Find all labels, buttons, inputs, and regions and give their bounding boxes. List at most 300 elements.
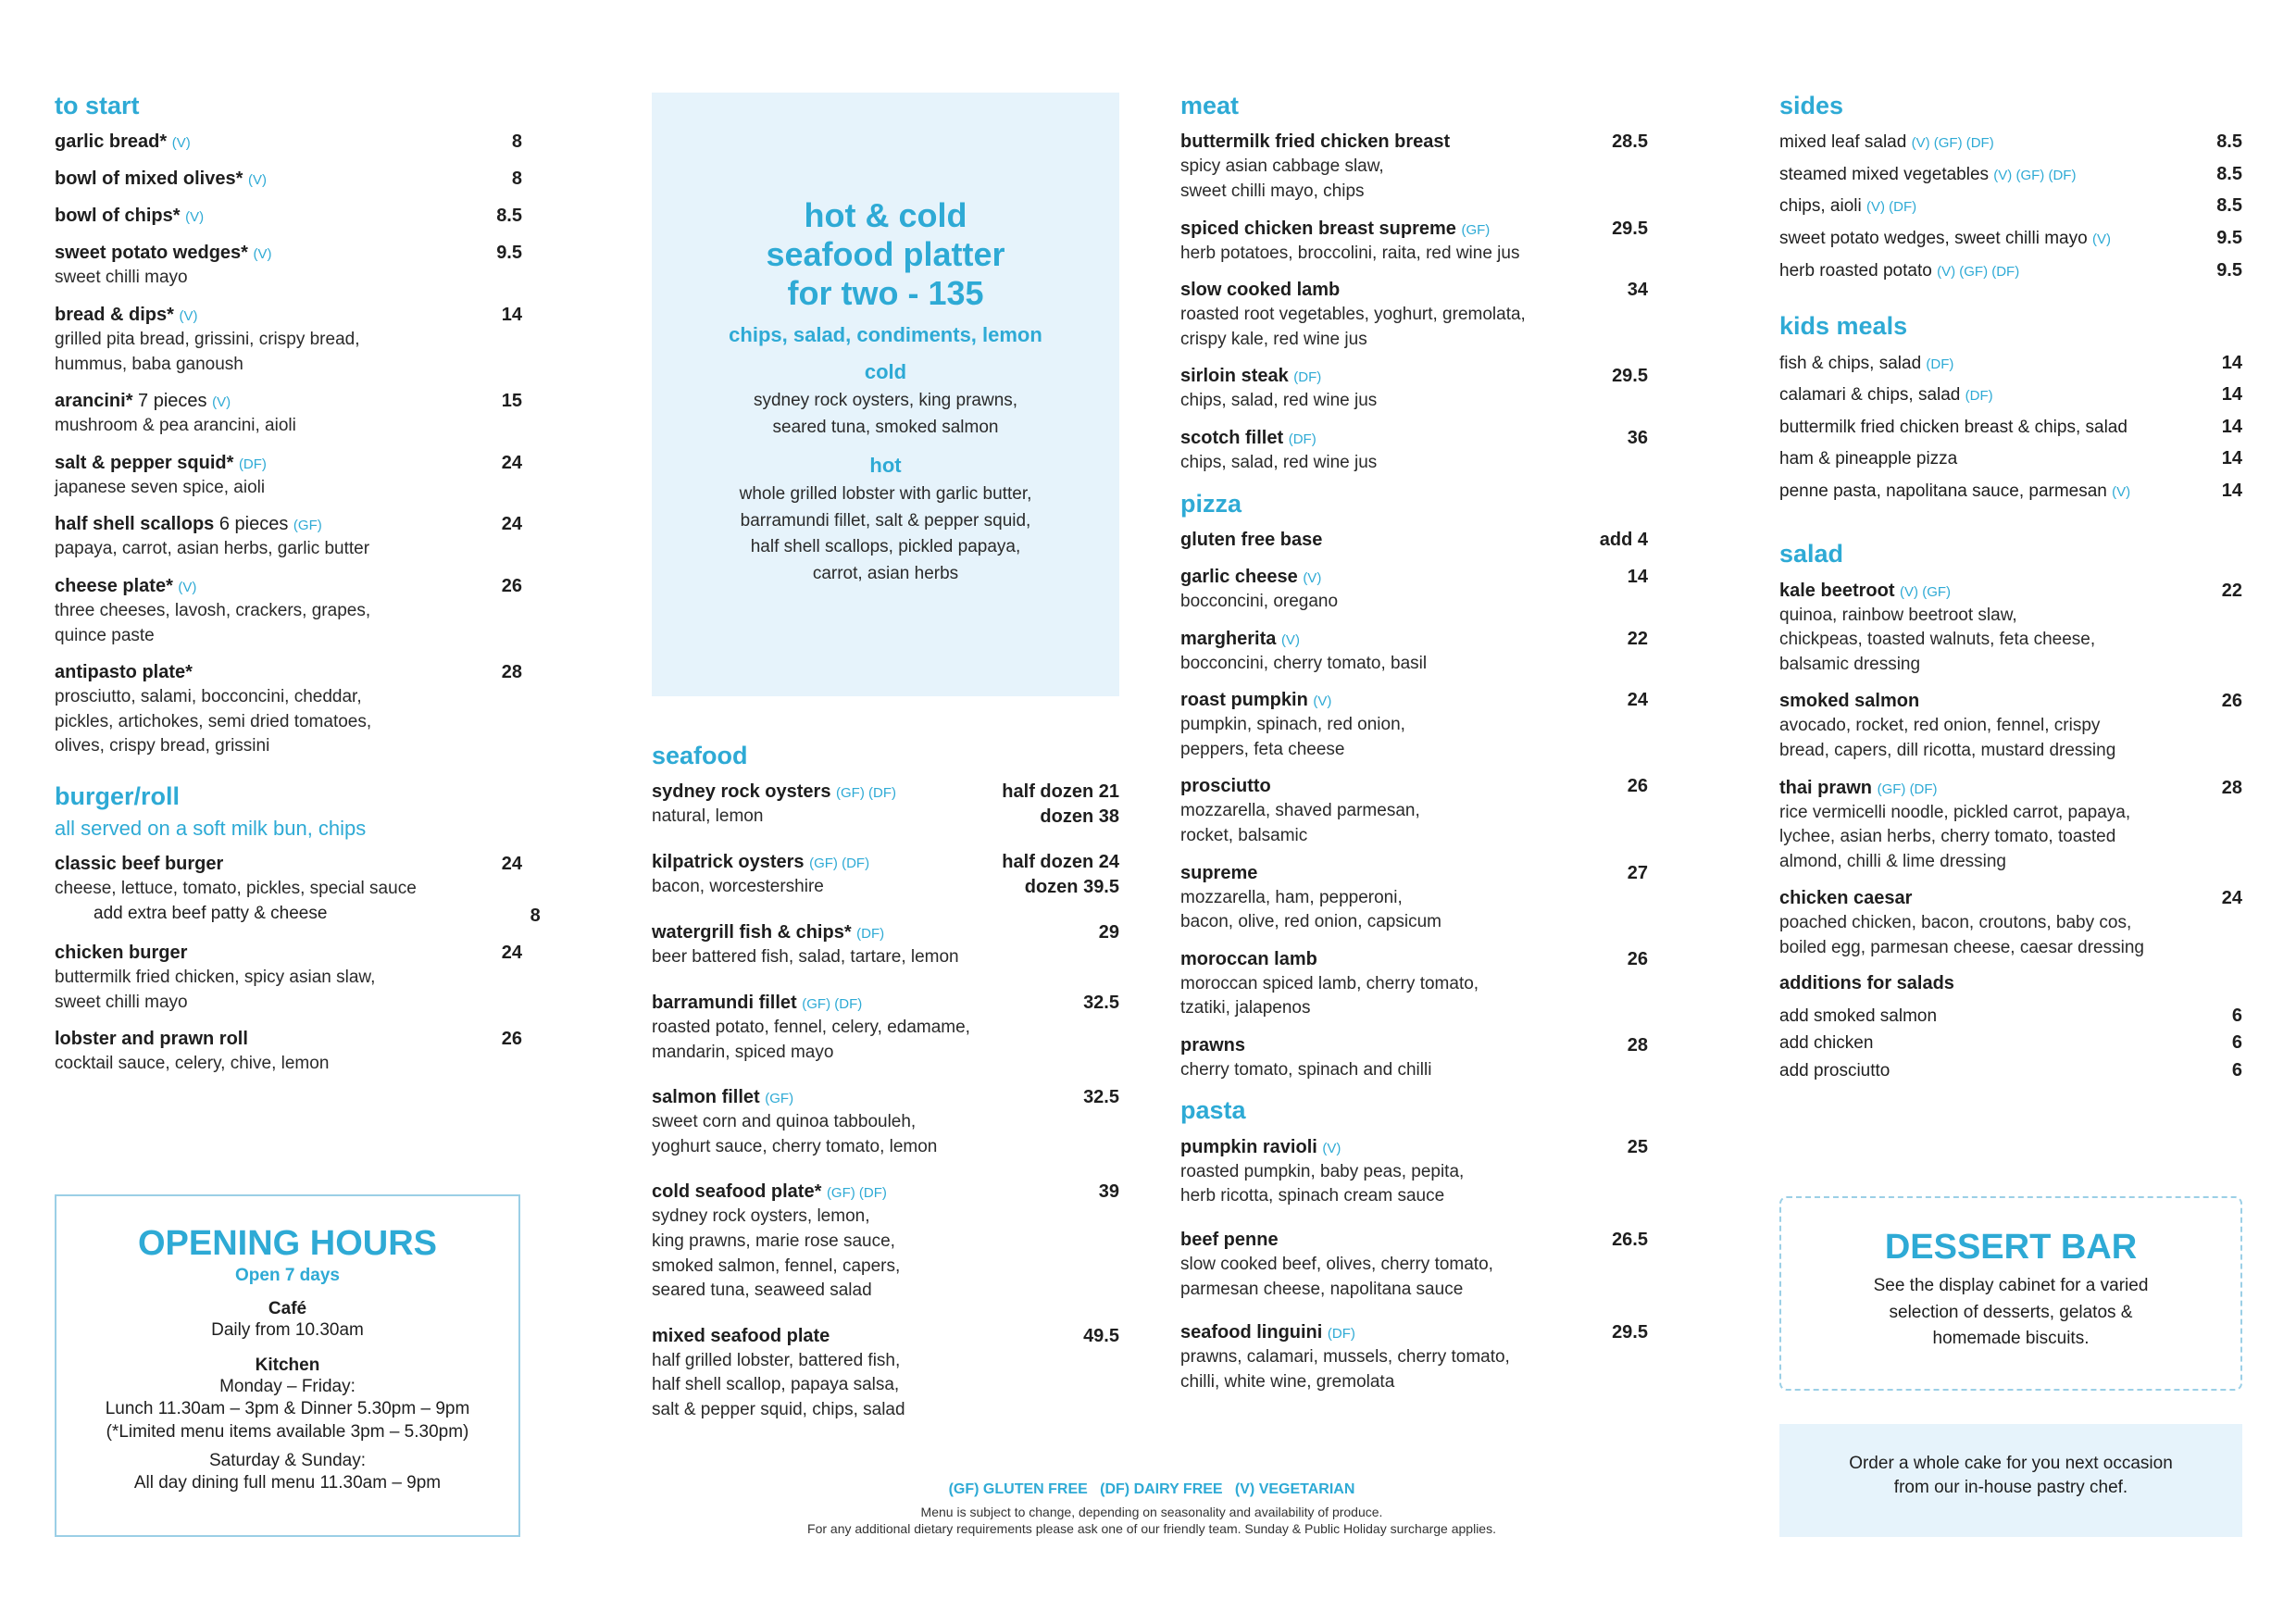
item-text — [1779, 130, 1994, 156]
item-text — [1180, 217, 1612, 267]
item-text — [652, 850, 1002, 900]
item-desc: bacon, worcestershire — [652, 877, 824, 897]
item-name — [1180, 278, 1628, 303]
item-text — [55, 241, 496, 291]
menu-item — [1180, 565, 1648, 615]
item-price: 26 — [1627, 948, 1648, 969]
diet-tag: (V) — [247, 172, 267, 189]
menu-item — [652, 1324, 1119, 1423]
menu-item — [1779, 130, 2242, 156]
item-price: 27 — [1627, 862, 1648, 883]
item-price: 8.5 — [2216, 163, 2242, 184]
platter-title-line: seafood platter — [766, 234, 1005, 273]
item-desc: quinoa, rainbow beetroot slaw, chickpeas, toasted walnuts, feta cheese, balsamic dressing — [1779, 605, 2096, 674]
menu-item — [1779, 382, 2242, 408]
item-price: 34 — [1627, 280, 1648, 301]
item-price: 28 — [1627, 1034, 1648, 1056]
gf-label: gluten free base — [1180, 529, 1323, 550]
diet-tag: (V) — [1280, 631, 1300, 648]
item-desc: roasted root vegetables, yoghurt, gremolata, crispy kale, red wine jus — [1180, 305, 1526, 349]
item-name-text: add prosciutto — [1779, 1060, 1890, 1081]
item-name — [1180, 947, 1628, 972]
item-text — [652, 920, 1099, 970]
item-price: 24 — [2221, 888, 2242, 909]
item-portion: 7 pieces — [132, 391, 207, 412]
item-name-text: ham & pineapple pizza — [1779, 449, 1958, 469]
item-name-text: arancini* — [55, 391, 133, 412]
item-price: 32.5 — [1083, 1087, 1119, 1108]
diet-tag: (DF) — [1288, 431, 1316, 447]
diet-tag: (GF) (DF) — [802, 995, 863, 1012]
menu-item — [55, 1027, 522, 1077]
item-text — [1180, 1033, 1628, 1083]
item-text — [1180, 688, 1628, 762]
item-name — [1180, 1033, 1628, 1058]
diet-tag: (GF) (DF) — [836, 785, 896, 802]
weekend-hours: All day dining full menu 11.30am – 9pm — [133, 1473, 442, 1493]
item-price: 8.5 — [496, 206, 522, 227]
item-price: 8.5 — [2216, 195, 2242, 217]
item-name-text: thai prawn — [1779, 777, 1873, 798]
item-name-text: salt & pepper squid* — [55, 452, 234, 473]
gf-price: add 4 — [1599, 529, 1648, 550]
item-price: 8 — [511, 131, 522, 153]
item-name-text: buttermilk fried chicken breast & chips, salad — [1779, 417, 2128, 437]
item-price: 24 — [501, 854, 522, 875]
kids-list — [1779, 351, 2242, 505]
item-price: 29.5 — [1612, 366, 1648, 387]
dessert-title: DESSERT BAR — [1884, 1228, 2138, 1267]
item-name — [1180, 364, 1612, 389]
menu-item — [1180, 1228, 1648, 1302]
menu-item — [55, 574, 522, 648]
item-price: 24 — [1627, 690, 1648, 711]
diet-tag: (DF) — [1965, 388, 1993, 405]
column-3 — [1180, 91, 1648, 1413]
item-name — [1779, 579, 2222, 604]
item-desc: sweet corn and quinoa tabbouleh, yoghurt sauce, cherry tomato, lemon — [652, 1112, 938, 1156]
item-name — [1180, 217, 1612, 242]
item-name — [55, 167, 512, 192]
column-2-seafood — [652, 741, 1119, 1443]
item-text — [55, 1027, 502, 1077]
gluten-free-base — [1180, 528, 1648, 553]
menu-item — [55, 303, 522, 377]
diet-tag: (V) — [2112, 483, 2131, 500]
section-title-to-start: to start — [55, 92, 140, 119]
addition-item — [1779, 1031, 2242, 1056]
item-name — [652, 1324, 1083, 1349]
menu-item — [55, 660, 522, 759]
menu-item — [55, 451, 522, 501]
item-desc: chips, salad, red wine jus — [1180, 452, 1378, 472]
item-desc: beer battered fish, salad, tartare, lemon — [652, 947, 959, 968]
item-name-text: buttermilk fried chicken breast — [1180, 131, 1451, 153]
item-text — [55, 167, 512, 192]
cafe-label: Café — [268, 1299, 307, 1318]
menu-item — [1180, 217, 1648, 267]
item-name-text: chicken burger — [55, 942, 188, 963]
pasta-list — [1180, 1135, 1648, 1395]
item-price: 26 — [1627, 776, 1648, 797]
item-name-text: penne pasta, napolitana sauce, parmesan — [1779, 481, 2107, 501]
diet-tag: (DF) — [238, 456, 267, 472]
section-title-meat: meat — [1180, 92, 1240, 119]
item-name — [55, 941, 502, 966]
item-price: 26 — [501, 1029, 522, 1050]
item-name — [1180, 1320, 1612, 1345]
item-price: 14 — [1627, 566, 1648, 587]
diet-tag: (V) — [253, 246, 272, 263]
item-text — [652, 1085, 1083, 1159]
item-desc: avocado, rocket, red onion, fennel, crispy bread, capers, dill ricotta, mustard dressing — [1779, 716, 2116, 761]
item-text — [55, 204, 496, 229]
item-name-text: fish & chips, salad — [1779, 353, 1922, 373]
legend-note-2: For any additional dietary requirements please ask one of our friendly team. Sunday & Public Holiday surcharge applies. — [807, 1521, 1496, 1537]
item-text — [55, 941, 502, 1015]
item-name — [1180, 688, 1628, 713]
item-text — [1779, 776, 2222, 875]
item-name-text: mixed seafood plate — [652, 1325, 830, 1346]
item-name-text: bread & dips* — [55, 304, 174, 325]
item-price: 39 — [1098, 1181, 1119, 1203]
menu-item — [1779, 258, 2242, 284]
item-name — [652, 780, 1002, 805]
item-name-text: kale beetroot — [1779, 580, 1895, 601]
item-text — [1779, 689, 2222, 763]
item-text — [1779, 382, 1993, 408]
item-desc: half grilled lobster, battered fish, half shell scallop, papaya salsa, salt & pepper squid, chips, salad — [652, 1350, 905, 1419]
section-title-seafood: seafood — [652, 742, 748, 769]
menu-item — [1779, 579, 2242, 678]
item-name-text: margherita — [1180, 628, 1277, 649]
diet-tag: (V) — [212, 394, 231, 411]
diet-tag: (V) — [171, 135, 191, 152]
item-desc: papaya, carrot, asian herbs, garlic butter — [55, 539, 370, 559]
item-text — [1779, 446, 1957, 472]
menu-item — [1180, 130, 1648, 204]
item-desc: chips, salad, red wine jus — [1180, 391, 1378, 411]
item-price: 22 — [1627, 628, 1648, 649]
platter-title-line: hot & cold — [804, 196, 967, 234]
menu-item — [652, 1085, 1119, 1159]
item-desc: mushroom & pea arancini, aioli — [55, 416, 296, 436]
extra-label: add extra beef patty & cheese — [94, 903, 328, 923]
menu-item — [1779, 446, 2242, 472]
menu-item — [652, 991, 1119, 1065]
item-name — [1180, 627, 1628, 652]
menu-item — [1180, 774, 1648, 848]
opening-hours-box — [55, 1194, 520, 1537]
menu-item — [55, 512, 522, 562]
item-name-text: chicken caesar — [1779, 888, 1913, 909]
item-name-text: sweet potato wedges, sweet chilli mayo — [1779, 229, 2088, 249]
item-price: 9.5 — [496, 243, 522, 264]
menu-item — [55, 941, 522, 1015]
item-price: half dozen 24 dozen 39.5 — [1002, 852, 1119, 898]
item-text — [55, 451, 502, 501]
burger-list — [55, 941, 522, 1077]
item-text — [55, 574, 502, 648]
item-name — [55, 1027, 502, 1052]
item-name-text: lobster and prawn roll — [55, 1029, 248, 1050]
item-name-text: bowl of chips* — [55, 206, 181, 227]
item-desc: prawns, calamari, mussels, cherry tomato, chilli, white wine, gremolata — [1180, 1347, 1510, 1392]
item-portion: 6 pieces — [214, 514, 289, 535]
platter-hot-text: whole grilled lobster with garlic butter, barramundi fillet, salt & pepper squid, half shell scallops, pickled papaya, carrot, asian herbs — [739, 484, 1032, 583]
item-price: 26 — [2221, 691, 2242, 712]
kitchen-days: Monday – Friday: — [219, 1376, 356, 1396]
menu-item — [1180, 861, 1648, 935]
item-desc: buttermilk fried chicken, spicy asian slaw, sweet chilli mayo — [55, 967, 376, 1012]
item-name-text: garlic bread* — [55, 131, 168, 153]
section-title-kids: kids meals — [1779, 312, 1908, 341]
item-name-text: slow cooked lamb — [1180, 280, 1341, 301]
item-desc: slow cooked beef, olives, cherry tomato, parmesan cheese, napolitana sauce — [1180, 1255, 1493, 1299]
diet-tag: (V) — [1303, 569, 1322, 586]
item-price: half dozen 21 dozen 38 — [1002, 781, 1119, 828]
diet-tag: (DF) — [1327, 1326, 1355, 1343]
item-name — [1779, 776, 2222, 801]
item-name-text: bowl of mixed olives* — [55, 169, 243, 190]
item-name-text: roast pumpkin — [1180, 690, 1308, 711]
item-name — [1180, 1228, 1612, 1253]
item-name-text: prawns — [1180, 1034, 1246, 1056]
menu-item — [1779, 479, 2242, 505]
diet-tag: (V) — [179, 307, 198, 324]
menu-item — [1779, 886, 2242, 960]
item-price: 28.5 — [1612, 131, 1648, 153]
diet-tag: (V) (DF) — [1866, 199, 1917, 216]
item-text — [1180, 278, 1628, 352]
item-desc: rice vermicelli noodle, pickled carrot, papaya, lychee, asian herbs, cherry tomato, toasted almond, chilli & lime dressing — [1779, 802, 2131, 871]
diet-tag: (DF) — [1926, 356, 1954, 372]
item-desc: mozzarella, ham, pepperoni, bacon, olive, red onion, capsicum — [1180, 887, 1441, 932]
item-name-text: sirloin steak — [1180, 366, 1289, 387]
menu-item — [1180, 1320, 1648, 1394]
item-name-text: spiced chicken breast supreme — [1180, 218, 1456, 239]
item-price: 32.5 — [1083, 992, 1119, 1013]
item-price: 6 — [2231, 1005, 2242, 1026]
platter-title-line: for two - 135 — [787, 273, 984, 312]
item-name-text: prosciutto — [1180, 776, 1271, 797]
item-name: classic beef burger — [55, 854, 224, 875]
item-name — [55, 241, 496, 266]
menu-item — [652, 780, 1119, 830]
diet-tag: (V) — [185, 209, 205, 226]
menu-item — [1180, 1033, 1648, 1083]
item-price: 14 — [2221, 448, 2242, 469]
diet-tag: (GF) — [1461, 221, 1491, 238]
item-name — [55, 389, 502, 414]
dessert-text: See the display cabinet for a varied selection of desserts, gelatos & homemade biscuits. — [1873, 1276, 2149, 1348]
diet-tag: (V) (GF) — [1900, 583, 1952, 600]
item-price: 25 — [1627, 1136, 1648, 1157]
item-name-text: smoked salmon — [1779, 691, 1920, 712]
hours-title: OPENING HOURS — [137, 1224, 438, 1263]
legend-note-1: Menu is subject to change, depending on seasonality and availability of produce. — [920, 1505, 1383, 1519]
item-price: 14 — [2221, 352, 2242, 373]
item-desc: roasted potato, fennel, celery, edamame, mandarin, spiced mayo — [652, 1017, 970, 1062]
diet-tag: (GF) (DF) — [1877, 781, 1938, 797]
hours-subtitle: Open 7 days — [235, 1266, 340, 1285]
item-text — [652, 780, 1002, 830]
item-text — [1779, 258, 2019, 284]
item-text — [1180, 1228, 1612, 1302]
item-name — [55, 204, 496, 229]
menu-item — [55, 204, 522, 229]
item-price: 22 — [2221, 580, 2242, 601]
column-1 — [55, 91, 541, 1089]
item-desc: grilled pita bread, grissini, crispy bread, hummus, baba ganoush — [55, 329, 360, 374]
menu-item — [652, 920, 1119, 970]
item-desc: moroccan spiced lamb, cherry tomato, tzatiki, jalapenos — [1180, 973, 1479, 1018]
menu-item — [1779, 226, 2242, 252]
item-name-text: sweet potato wedges* — [55, 243, 248, 264]
item-price: 14 — [2221, 480, 2242, 501]
item-name — [1180, 774, 1628, 799]
item-name-text: half shell scallops — [55, 514, 215, 535]
item-text — [1779, 579, 2222, 678]
item-text — [1779, 194, 1916, 219]
item-price: 36 — [1627, 427, 1648, 448]
menu-item — [1180, 426, 1648, 476]
item-desc: prosciutto, salami, bocconcini, cheddar, pickles, artichokes, semi dried tomatoes, olives, crispy bread, grissini — [55, 687, 372, 756]
section-title-sides: sides — [1779, 92, 1844, 119]
item-price: 24 — [501, 514, 522, 535]
item-price: 24 — [501, 942, 522, 963]
item-name — [1180, 565, 1628, 590]
diet-tag: (V) — [178, 579, 197, 595]
item-name — [55, 303, 502, 328]
item-price: 26 — [501, 575, 522, 596]
seafood-platter-box — [652, 93, 1119, 696]
diet-tag: (V) — [1313, 693, 1332, 710]
item-name-text: kilpatrick oysters — [652, 852, 805, 873]
diet-tag: (GF) (DF) — [809, 856, 870, 872]
item-name-text: mixed leaf salad — [1779, 132, 1907, 153]
item-price: 15 — [501, 391, 522, 412]
item-name — [652, 920, 1099, 945]
item-text — [55, 389, 502, 439]
item-name — [55, 130, 512, 155]
item-name-text: chips, aioli — [1779, 196, 1862, 217]
item-desc: cherry tomato, spinach and chilli — [1180, 1059, 1432, 1080]
item-desc: herb potatoes, broccolini, raita, red wine jus — [1180, 243, 1520, 263]
item-text — [1779, 479, 2130, 505]
item-price: 14 — [2221, 416, 2242, 437]
item-desc: pumpkin, spinach, red onion, peppers, feta cheese — [1180, 715, 1405, 759]
item-name-text: steamed mixed vegetables — [1779, 164, 1990, 184]
menu-item — [1779, 162, 2242, 188]
menu-item — [1180, 688, 1648, 762]
item-desc: poached chicken, bacon, croutons, baby cos, boiled egg, parmesan cheese, caesar dressing — [1779, 913, 2144, 957]
menu-item — [1779, 351, 2242, 377]
platter-subtitle: chips, salad, condiments, lemon — [729, 323, 1042, 347]
section-title-burger: burger/roll — [55, 781, 181, 810]
item-price: 26.5 — [1612, 1230, 1648, 1251]
seafood-list — [652, 780, 1119, 1422]
diet-tag: (V) (GF) (DF) — [1937, 263, 2020, 280]
item-name-text: add smoked salmon — [1779, 1006, 1938, 1026]
item-name-text: moroccan lamb — [1180, 948, 1317, 969]
meat-list — [1180, 130, 1648, 475]
item-name — [55, 574, 502, 599]
item-text — [1180, 565, 1628, 615]
item-text — [1180, 1135, 1628, 1209]
menu-item — [1779, 194, 2242, 219]
item-name — [55, 512, 502, 537]
item-name — [652, 1180, 1099, 1205]
extra-price: 8 — [530, 905, 541, 926]
salad-list — [1779, 579, 2242, 961]
menu-item — [1180, 278, 1648, 352]
kitchen-label: Kitchen — [255, 1355, 320, 1375]
item-name — [1779, 886, 2222, 911]
item-name-text: supreme — [1180, 862, 1258, 883]
item-price: 9.5 — [2216, 228, 2242, 249]
kitchen-hours: Lunch 11.30am – 3pm & Dinner 5.30pm – 9pm — [105, 1399, 470, 1419]
item-text — [1180, 861, 1628, 935]
item-text — [1779, 351, 1953, 377]
item-text — [1180, 947, 1628, 1021]
item-text — [1779, 162, 2076, 188]
menu-item — [1180, 947, 1648, 1021]
item-text — [55, 303, 502, 377]
additions-list — [1779, 1004, 2242, 1084]
item-desc: spicy asian cabbage slaw, sweet chilli mayo, chips — [1180, 156, 1384, 201]
item-name — [1180, 1135, 1628, 1160]
item-desc: sweet chilli mayo — [55, 268, 188, 288]
section-title-salad: salad — [1779, 540, 1844, 568]
legend — [652, 1481, 1652, 1537]
menu-item — [652, 1180, 1119, 1303]
column-4 — [1779, 91, 2242, 1085]
menu-item — [1180, 1135, 1648, 1209]
item-text — [1779, 226, 2111, 252]
menu-item — [1779, 776, 2242, 875]
item-price: 28 — [501, 662, 522, 683]
item-name — [1180, 130, 1612, 155]
menu-item — [1180, 364, 1648, 414]
item-name — [652, 991, 1083, 1016]
item-name-text: salmon fillet — [652, 1087, 760, 1108]
item-name-text: cheese plate* — [55, 575, 173, 596]
item-text — [1180, 426, 1628, 476]
item-name-text: scotch fillet — [1180, 427, 1284, 448]
item-price: 14 — [501, 304, 522, 325]
section-title-pizza: pizza — [1180, 489, 1242, 518]
diet-tag: (GF) (DF) — [826, 1185, 887, 1202]
diet-tag: (V) — [1322, 1140, 1341, 1156]
pizza-list — [1180, 565, 1648, 1083]
cafe-hours: Daily from 10.30am — [211, 1320, 364, 1340]
item-name-text: garlic cheese — [1180, 566, 1298, 587]
item-text — [1180, 130, 1612, 204]
menu-item — [55, 241, 522, 291]
menu-item — [1180, 627, 1648, 677]
item-name — [55, 451, 502, 476]
item-name — [1180, 861, 1628, 886]
item-desc: cheese, lettuce, tomato, pickles, special sauce — [55, 879, 417, 899]
item-name-text: antipasto plate* — [55, 662, 193, 683]
item-price: 14 — [2221, 384, 2242, 406]
menu-item — [55, 852, 541, 929]
cake-order-box: Order a whole cake for you next occasion from our in-house pastry chef. — [1779, 1424, 2242, 1537]
addition-item — [1779, 1058, 2242, 1084]
item-desc: cocktail sauce, celery, chive, lemon — [55, 1054, 330, 1074]
item-name-text: calamari & chips, salad — [1779, 385, 1961, 406]
